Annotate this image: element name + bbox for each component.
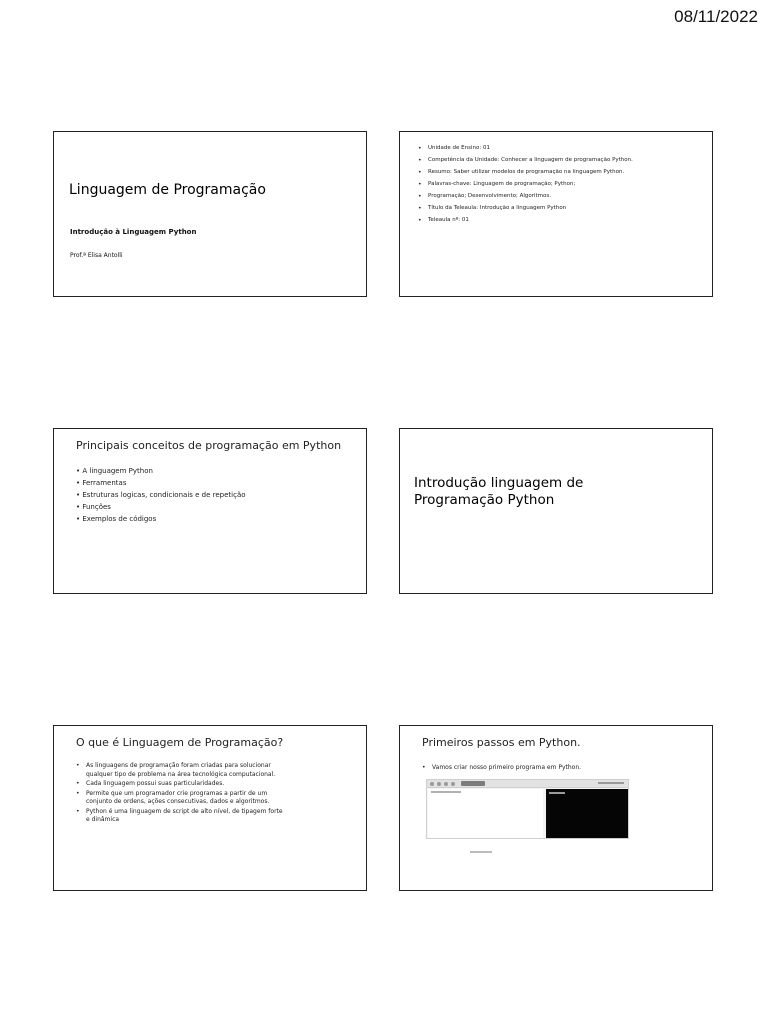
editor-toolbar bbox=[427, 780, 628, 788]
list-item: • As linguagens de programação foram criadas para solucionar qualquer tipo de problema na área tecnológica computacional. bbox=[74, 762, 284, 779]
list-item: • Permite que um programador crie programas a partir de um conjunto de ordens, ações consecutivas, dados e algoritmos. bbox=[74, 790, 284, 807]
concepts-list bbox=[76, 465, 246, 525]
run-button bbox=[461, 781, 485, 786]
slide-main-concepts bbox=[53, 428, 367, 594]
list-item: • A linguagem Python bbox=[76, 467, 153, 475]
list-item: • Cada linguagem possui suas particularidades. bbox=[74, 780, 284, 789]
screenshot-caption bbox=[470, 851, 492, 853]
toolbar-icon bbox=[444, 782, 448, 786]
slide-course-info bbox=[399, 131, 713, 297]
toolbar-icon bbox=[451, 782, 455, 786]
list-item: • Programação; Desenvolvimento; Algoritmos. bbox=[416, 192, 656, 201]
output-console bbox=[546, 789, 628, 838]
list-item: • Teleaula nº: 01 bbox=[416, 216, 656, 225]
list-item: • Resumo: Saber utilizar modelos de programação na linguagem Python. bbox=[416, 168, 656, 177]
slide-section-title bbox=[399, 428, 713, 594]
list-item: • Python é uma linguagem de script de alto nível, de tipagem forte e dinâmica bbox=[74, 808, 284, 825]
code-editor-pane bbox=[428, 789, 543, 838]
editor-screenshot bbox=[426, 779, 629, 839]
slide-title bbox=[53, 131, 367, 297]
slide-heading: O que é Linguagem de Programação? bbox=[76, 736, 284, 749]
list-item: • Competência da Unidade: Conhecer a linguagem de programação Python. bbox=[416, 156, 656, 165]
list-item: • Título da Teleaula: Introdução a linguagem Python bbox=[416, 204, 656, 213]
handout-date: 08/11/2022 bbox=[674, 7, 758, 26]
list-item: • Vamos criar nosso primeiro programa em Python. bbox=[420, 763, 670, 772]
toolbar-icon bbox=[430, 782, 434, 786]
console-output-line bbox=[549, 792, 565, 794]
course-info-list bbox=[416, 144, 656, 228]
list-item: • Ferramentas bbox=[76, 479, 127, 487]
slide-title-heading: Linguagem de Programação bbox=[69, 182, 266, 198]
list-item: • Estruturas logicas, condicionais e de repetição bbox=[76, 491, 246, 499]
slide-author: Prof.ª Elisa Antolli bbox=[70, 252, 123, 259]
slide-what-is-programming-language bbox=[53, 725, 367, 891]
toolbar-icon bbox=[437, 782, 441, 786]
window-title bbox=[598, 782, 624, 784]
list-item: • Palavras-chave: Linguagem de programação; Python; bbox=[416, 180, 656, 189]
list-item: • Unidade de Ensino: 01 bbox=[416, 144, 656, 153]
code-line bbox=[431, 791, 461, 793]
first-steps-list bbox=[420, 763, 670, 775]
slide-subtitle: Introdução à Linguagem Python bbox=[70, 228, 197, 236]
list-item: • Exemplos de códigos bbox=[76, 515, 157, 523]
section-title: Introdução linguagem de Programação Python bbox=[414, 475, 584, 508]
slide-heading: Principais conceitos de programação em Python bbox=[76, 439, 342, 452]
slide-heading: Primeiros passos em Python. bbox=[422, 736, 581, 749]
slide-first-steps bbox=[399, 725, 713, 891]
list-item: • Funções bbox=[76, 503, 111, 511]
definition-list bbox=[74, 762, 284, 826]
